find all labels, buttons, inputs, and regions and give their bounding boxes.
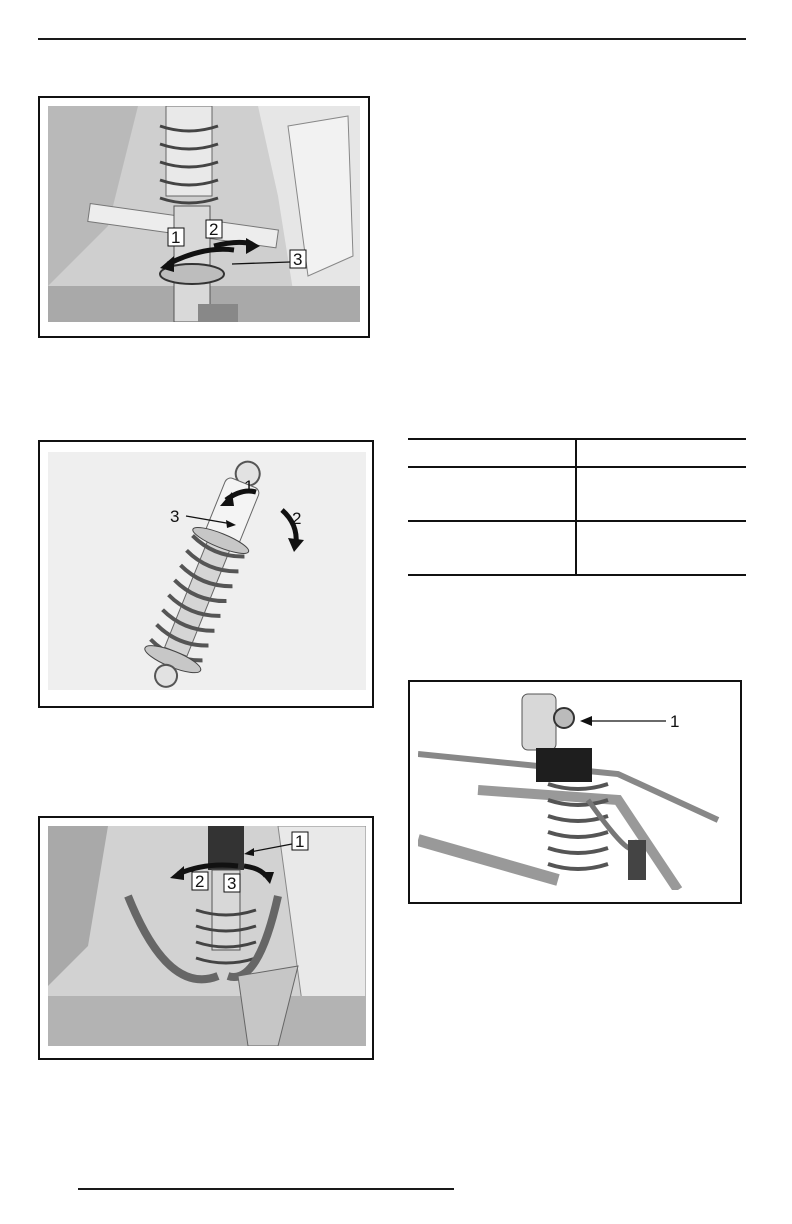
figure-3-callouts (38, 816, 374, 1060)
figure-1-shock-preload-mounted (38, 96, 370, 338)
figure-2-callout-2: 2 (292, 509, 302, 528)
figure-2-callout-1: 1 (244, 477, 254, 496)
figure-1-callout-1: 1 (171, 228, 181, 247)
table-rule-top (408, 438, 746, 440)
figure-2-callout-3: 3 (170, 507, 180, 526)
figure-1-callout-2: 2 (209, 220, 219, 239)
figure-2-callouts (38, 440, 374, 708)
table-column-divider (575, 438, 577, 576)
figure-4-callout-1: 1 (670, 712, 680, 731)
table-rule (408, 520, 746, 522)
figure-1-callouts (38, 96, 370, 338)
figure-2-shock-absorber (38, 440, 374, 708)
figure-3-callout-2: 2 (195, 872, 205, 891)
figure-3-shock-collar-rear (38, 816, 374, 1060)
figure-4-compression-adjuster (408, 680, 742, 904)
table-rule (408, 466, 746, 468)
table-rule-bottom (408, 574, 746, 576)
figure-3-callout-3: 3 (227, 874, 237, 893)
figure-4-callouts (408, 680, 742, 904)
figure-3-callout-1: 1 (295, 832, 305, 851)
footer-rule (78, 1188, 454, 1190)
figure-1-callout-3: 3 (293, 250, 303, 269)
spec-table (408, 438, 746, 576)
header-rule (38, 38, 746, 40)
